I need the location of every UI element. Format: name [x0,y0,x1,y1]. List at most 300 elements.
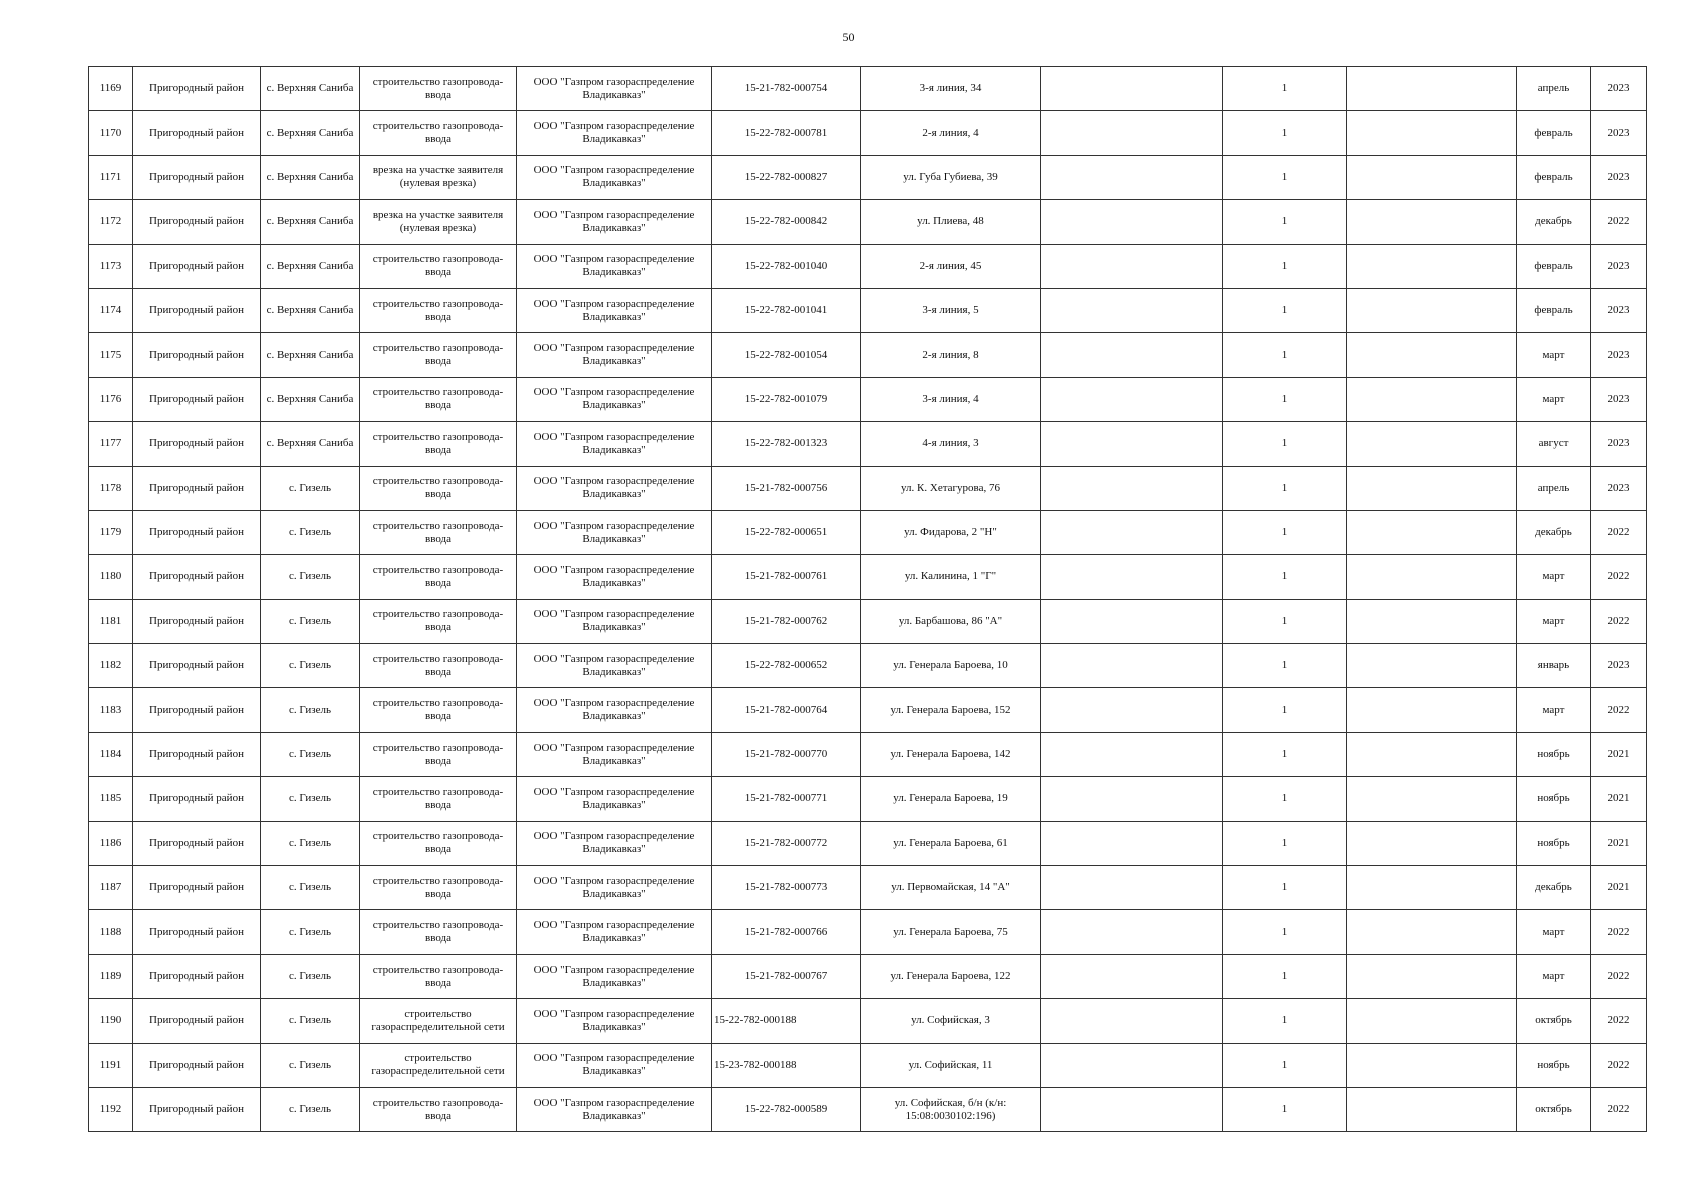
district-cell: Пригородный район [133,866,261,910]
month-cell: апрель [1517,466,1591,510]
locality-cell: с. Гизель [261,999,360,1043]
contract-number-cell: 15-22-782-001079 [712,377,861,421]
page-number: 50 [842,30,855,44]
month-cell: март [1517,910,1591,954]
year-cell: 2023 [1591,644,1647,688]
quantity-cell: 1 [1223,1087,1347,1131]
year-cell: 2022 [1591,910,1647,954]
empty-cell [1041,954,1223,998]
empty-cell [1041,821,1223,865]
district-cell: Пригородный район [133,67,261,111]
empty-cell [1347,67,1517,111]
organization-cell: ООО "Газпром газораспределение Владикавказ" [517,200,712,244]
month-cell: март [1517,555,1591,599]
contract-number-cell: 15-21-782-000766 [712,910,861,954]
quantity-cell: 1 [1223,732,1347,776]
month-cell: октябрь [1517,1087,1591,1131]
address-cell: ул. Генерала Бароева, 75 [861,910,1041,954]
district-cell: Пригородный район [133,1087,261,1131]
quantity-cell: 1 [1223,67,1347,111]
empty-cell [1347,1087,1517,1131]
table-row [89,1087,1647,1131]
contract-number-cell: 15-21-782-000771 [712,777,861,821]
contract-number-cell: 15-22-782-000651 [712,510,861,554]
address-cell: 3-я линия, 34 [861,67,1041,111]
contract-number-cell: 15-22-782-000589 [712,1087,861,1131]
address-cell: ул. Генерала Бароева, 152 [861,688,1041,732]
empty-cell [1041,288,1223,332]
district-cell: Пригородный район [133,200,261,244]
table-row [89,244,1647,288]
row-number: 1187 [89,866,133,910]
table-row [89,510,1647,554]
contract-number-cell: 15-22-782-001054 [712,333,861,377]
empty-cell [1041,599,1223,643]
row-number: 1186 [89,821,133,865]
year-cell: 2021 [1591,777,1647,821]
table-row [89,599,1647,643]
organization-cell: ООО "Газпром газораспределение Владикавказ" [517,377,712,421]
year-cell: 2023 [1591,288,1647,332]
year-cell: 2023 [1591,333,1647,377]
locality-cell: с. Гизель [261,821,360,865]
row-number: 1174 [89,288,133,332]
table-row [89,777,1647,821]
table-row [89,200,1647,244]
empty-cell [1041,866,1223,910]
organization-cell: ООО "Газпром газораспределение Владикавказ" [517,1087,712,1131]
organization-cell: ООО "Газпром газораспределение Владикавказ" [517,555,712,599]
year-cell: 2022 [1591,599,1647,643]
locality-cell: с. Верхняя Саниба [261,200,360,244]
work-type-cell: строительство газопровода-ввода [360,1087,517,1131]
empty-cell [1347,644,1517,688]
locality-cell: с. Верхняя Саниба [261,333,360,377]
contract-number-cell: 15-22-782-000781 [712,111,861,155]
contract-number-cell: 15-22-782-000188 [712,999,861,1043]
month-cell: апрель [1517,67,1591,111]
address-cell: ул. Первомайская, 14 "А" [861,866,1041,910]
row-number: 1180 [89,555,133,599]
row-number: 1192 [89,1087,133,1131]
table-row [89,1043,1647,1087]
locality-cell: с. Гизель [261,910,360,954]
empty-cell [1347,777,1517,821]
organization-cell: ООО "Газпром газораспределение Владикавказ" [517,954,712,998]
row-number: 1179 [89,510,133,554]
contract-number-cell: 15-21-782-000773 [712,866,861,910]
locality-cell: с. Верхняя Саниба [261,111,360,155]
year-cell: 2022 [1591,1087,1647,1131]
year-cell: 2022 [1591,999,1647,1043]
quantity-cell: 1 [1223,866,1347,910]
organization-cell: ООО "Газпром газораспределение Владикавказ" [517,111,712,155]
year-cell: 2022 [1591,200,1647,244]
month-cell: март [1517,333,1591,377]
address-cell: ул. Фидарова, 2 "Н" [861,510,1041,554]
work-type-cell: строительство газопровода-ввода [360,910,517,954]
work-type-cell: строительство газораспределительной сети [360,999,517,1043]
contract-number-cell: 15-21-782-000761 [712,555,861,599]
organization-cell: ООО "Газпром газораспределение Владикавказ" [517,510,712,554]
district-cell: Пригородный район [133,333,261,377]
work-type-cell: строительство газопровода-ввода [360,377,517,421]
year-cell: 2023 [1591,422,1647,466]
year-cell: 2023 [1591,67,1647,111]
table-row [89,954,1647,998]
row-number: 1171 [89,155,133,199]
empty-cell [1347,732,1517,776]
locality-cell: с. Верхняя Саниба [261,422,360,466]
empty-cell [1347,510,1517,554]
empty-cell [1041,732,1223,776]
organization-cell: ООО "Газпром газораспределение Владикавказ" [517,910,712,954]
district-cell: Пригородный район [133,910,261,954]
quantity-cell: 1 [1223,599,1347,643]
contract-number-cell: 15-21-782-000756 [712,466,861,510]
locality-cell: с. Верхняя Саниба [261,377,360,421]
district-cell: Пригородный район [133,155,261,199]
month-cell: ноябрь [1517,732,1591,776]
work-type-cell: строительство газопровода-ввода [360,599,517,643]
empty-cell [1041,688,1223,732]
year-cell: 2023 [1591,111,1647,155]
work-type-cell: строительство газопровода-ввода [360,732,517,776]
contract-number-cell: 15-22-782-000652 [712,644,861,688]
district-cell: Пригородный район [133,777,261,821]
table-row [89,155,1647,199]
row-number: 1170 [89,111,133,155]
work-type-cell: строительство газопровода-ввода [360,244,517,288]
district-cell: Пригородный район [133,599,261,643]
row-number: 1181 [89,599,133,643]
quantity-cell: 1 [1223,821,1347,865]
organization-cell: ООО "Газпром газораспределение Владикавказ" [517,422,712,466]
district-cell: Пригородный район [133,111,261,155]
work-type-cell: строительство газопровода-ввода [360,866,517,910]
work-type-cell: строительство газопровода-ввода [360,777,517,821]
quantity-cell: 1 [1223,510,1347,554]
quantity-cell: 1 [1223,422,1347,466]
empty-cell [1347,555,1517,599]
organization-cell: ООО "Газпром газораспределение Владикавказ" [517,688,712,732]
empty-cell [1347,866,1517,910]
quantity-cell: 1 [1223,954,1347,998]
contract-number-cell: 15-21-782-000764 [712,688,861,732]
quantity-cell: 1 [1223,466,1347,510]
month-cell: март [1517,599,1591,643]
empty-cell [1347,954,1517,998]
row-number: 1182 [89,644,133,688]
row-number: 1169 [89,67,133,111]
locality-cell: с. Гизель [261,777,360,821]
address-cell: 4-я линия, 3 [861,422,1041,466]
address-cell: ул. Софийская, б/н (к/н: 15:08:0030102:196) [861,1087,1041,1131]
month-cell: февраль [1517,111,1591,155]
empty-cell [1041,200,1223,244]
year-cell: 2021 [1591,866,1647,910]
month-cell: февраль [1517,288,1591,332]
empty-cell [1347,200,1517,244]
address-cell: ул. Софийская, 11 [861,1043,1041,1087]
organization-cell: ООО "Газпром газораспределение Владикавказ" [517,67,712,111]
quantity-cell: 1 [1223,777,1347,821]
district-cell: Пригородный район [133,466,261,510]
table-row [89,111,1647,155]
address-cell: ул. Софийская, 3 [861,999,1041,1043]
table-row [89,644,1647,688]
locality-cell: с. Верхняя Саниба [261,155,360,199]
empty-cell [1347,821,1517,865]
quantity-cell: 1 [1223,377,1347,421]
quantity-cell: 1 [1223,200,1347,244]
quantity-cell: 1 [1223,910,1347,954]
address-cell: 2-я линия, 45 [861,244,1041,288]
table-row [89,288,1647,332]
empty-cell [1041,910,1223,954]
year-cell: 2023 [1591,377,1647,421]
empty-cell [1041,422,1223,466]
contract-number-cell: 15-21-782-000754 [712,67,861,111]
contract-number-cell: 15-21-782-000767 [712,954,861,998]
district-cell: Пригородный район [133,688,261,732]
empty-cell [1347,377,1517,421]
empty-cell [1041,999,1223,1043]
quantity-cell: 1 [1223,244,1347,288]
organization-cell: ООО "Газпром газораспределение Владикавказ" [517,244,712,288]
work-type-cell: строительство газопровода-ввода [360,510,517,554]
locality-cell: с. Гизель [261,866,360,910]
locality-cell: с. Верхняя Саниба [261,244,360,288]
month-cell: ноябрь [1517,1043,1591,1087]
quantity-cell: 1 [1223,111,1347,155]
locality-cell: с. Верхняя Саниба [261,288,360,332]
empty-cell [1347,1043,1517,1087]
quantity-cell: 1 [1223,1043,1347,1087]
district-cell: Пригородный район [133,821,261,865]
row-number: 1172 [89,200,133,244]
address-cell: ул. Плиева, 48 [861,200,1041,244]
district-cell: Пригородный район [133,244,261,288]
empty-cell [1041,333,1223,377]
year-cell: 2023 [1591,466,1647,510]
row-number: 1189 [89,954,133,998]
district-cell: Пригородный район [133,510,261,554]
empty-cell [1347,333,1517,377]
month-cell: март [1517,688,1591,732]
empty-cell [1347,422,1517,466]
quantity-cell: 1 [1223,155,1347,199]
year-cell: 2022 [1591,688,1647,732]
contract-number-cell: 15-21-782-000762 [712,599,861,643]
district-cell: Пригородный район [133,288,261,332]
empty-cell [1041,111,1223,155]
contract-number-cell: 15-21-782-000770 [712,732,861,776]
work-type-cell: врезка на участке заявителя (нулевая врезка) [360,155,517,199]
contract-number-cell: 15-22-782-001040 [712,244,861,288]
quantity-cell: 1 [1223,999,1347,1043]
district-cell: Пригородный район [133,954,261,998]
work-type-cell: врезка на участке заявителя (нулевая врезка) [360,200,517,244]
empty-cell [1347,466,1517,510]
address-cell: ул. Калинина, 1 "Г" [861,555,1041,599]
work-type-cell: строительство газопровода-ввода [360,821,517,865]
year-cell: 2021 [1591,732,1647,776]
empty-cell [1347,688,1517,732]
address-cell: ул. Барбашова, 86 "А" [861,599,1041,643]
district-cell: Пригородный район [133,422,261,466]
year-cell: 2021 [1591,821,1647,865]
district-cell: Пригородный район [133,555,261,599]
organization-cell: ООО "Газпром газораспределение Владикавказ" [517,777,712,821]
row-number: 1185 [89,777,133,821]
row-number: 1183 [89,688,133,732]
month-cell: февраль [1517,155,1591,199]
work-type-cell: строительство газопровода-ввода [360,288,517,332]
empty-cell [1347,599,1517,643]
empty-cell [1347,244,1517,288]
empty-cell [1041,1087,1223,1131]
contract-number-cell: 15-22-782-000842 [712,200,861,244]
month-cell: ноябрь [1517,777,1591,821]
table-row [89,555,1647,599]
address-cell: ул. К. Хетагурова, 76 [861,466,1041,510]
locality-cell: с. Гизель [261,732,360,776]
organization-cell: ООО "Газпром газораспределение Владикавказ" [517,644,712,688]
table-row [89,67,1647,111]
month-cell: март [1517,377,1591,421]
locality-cell: с. Гизель [261,1043,360,1087]
table-row [89,688,1647,732]
table-row [89,333,1647,377]
work-type-cell: строительство газопровода-ввода [360,466,517,510]
row-number: 1173 [89,244,133,288]
row-number: 1178 [89,466,133,510]
empty-cell [1041,644,1223,688]
empty-cell [1041,555,1223,599]
table-row [89,866,1647,910]
table-row [89,466,1647,510]
quantity-cell: 1 [1223,644,1347,688]
address-cell: 2-я линия, 8 [861,333,1041,377]
year-cell: 2022 [1591,510,1647,554]
table-row [89,999,1647,1043]
locality-cell: с. Гизель [261,555,360,599]
year-cell: 2022 [1591,954,1647,998]
year-cell: 2023 [1591,244,1647,288]
year-cell: 2023 [1591,155,1647,199]
row-number: 1184 [89,732,133,776]
organization-cell: ООО "Газпром газораспределение Владикавказ" [517,466,712,510]
district-cell: Пригородный район [133,732,261,776]
organization-cell: ООО "Газпром газораспределение Владикавказ" [517,333,712,377]
organization-cell: ООО "Газпром газораспределение Владикавказ" [517,155,712,199]
work-type-cell: строительство газопровода-ввода [360,67,517,111]
district-cell: Пригородный район [133,377,261,421]
empty-cell [1347,288,1517,332]
address-cell: 2-я линия, 4 [861,111,1041,155]
empty-cell [1041,1043,1223,1087]
month-cell: март [1517,954,1591,998]
organization-cell: ООО "Газпром газораспределение Владикавказ" [517,999,712,1043]
work-type-cell: строительство газораспределительной сети [360,1043,517,1087]
table-body [89,67,1647,1132]
empty-cell [1041,244,1223,288]
work-type-cell: строительство газопровода-ввода [360,333,517,377]
address-cell: ул. Генерала Бароева, 19 [861,777,1041,821]
year-cell: 2022 [1591,555,1647,599]
empty-cell [1347,111,1517,155]
year-cell: 2022 [1591,1043,1647,1087]
empty-cell [1041,377,1223,421]
row-number: 1176 [89,377,133,421]
organization-cell: ООО "Газпром газораспределение Владикавказ" [517,288,712,332]
locality-cell: с. Гизель [261,688,360,732]
contract-number-cell: 15-22-782-001041 [712,288,861,332]
district-cell: Пригородный район [133,1043,261,1087]
address-cell: ул. Генерала Бароева, 122 [861,954,1041,998]
locality-cell: с. Гизель [261,954,360,998]
work-type-cell: строительство газопровода-ввода [360,111,517,155]
month-cell: январь [1517,644,1591,688]
locality-cell: с. Гизель [261,466,360,510]
organization-cell: ООО "Газпром газораспределение Владикавказ" [517,599,712,643]
contract-number-cell: 15-21-782-000772 [712,821,861,865]
address-cell: ул. Губа Губиева, 39 [861,155,1041,199]
contract-number-cell: 15-22-782-000827 [712,155,861,199]
quantity-cell: 1 [1223,288,1347,332]
work-type-cell: строительство газопровода-ввода [360,688,517,732]
row-number: 1188 [89,910,133,954]
locality-cell: с. Верхняя Саниба [261,67,360,111]
quantity-cell: 1 [1223,555,1347,599]
work-type-cell: строительство газопровода-ввода [360,422,517,466]
month-cell: февраль [1517,244,1591,288]
organization-cell: ООО "Газпром газораспределение Владикавказ" [517,821,712,865]
address-cell: ул. Генерала Бароева, 61 [861,821,1041,865]
empty-cell [1041,155,1223,199]
month-cell: декабрь [1517,510,1591,554]
month-cell: ноябрь [1517,821,1591,865]
table-row [89,377,1647,421]
organization-cell: ООО "Газпром газораспределение Владикавказ" [517,732,712,776]
organization-cell: ООО "Газпром газораспределение Владикавказ" [517,1043,712,1087]
address-cell: ул. Генерала Бароева, 142 [861,732,1041,776]
table-row [89,910,1647,954]
row-number: 1191 [89,1043,133,1087]
month-cell: август [1517,422,1591,466]
table-row [89,821,1647,865]
district-cell: Пригородный район [133,644,261,688]
address-cell: ул. Генерала Бароева, 10 [861,644,1041,688]
row-number: 1190 [89,999,133,1043]
address-cell: 3-я линия, 5 [861,288,1041,332]
work-type-cell: строительство газопровода-ввода [360,555,517,599]
table-row [89,732,1647,776]
empty-cell [1041,466,1223,510]
registry-table [88,66,1647,1132]
quantity-cell: 1 [1223,688,1347,732]
locality-cell: с. Гизель [261,510,360,554]
empty-cell [1347,155,1517,199]
locality-cell: с. Гизель [261,599,360,643]
district-cell: Пригородный район [133,999,261,1043]
address-cell: 3-я линия, 4 [861,377,1041,421]
locality-cell: с. Гизель [261,644,360,688]
empty-cell [1041,777,1223,821]
organization-cell: ООО "Газпром газораспределение Владикавказ" [517,866,712,910]
month-cell: октябрь [1517,999,1591,1043]
